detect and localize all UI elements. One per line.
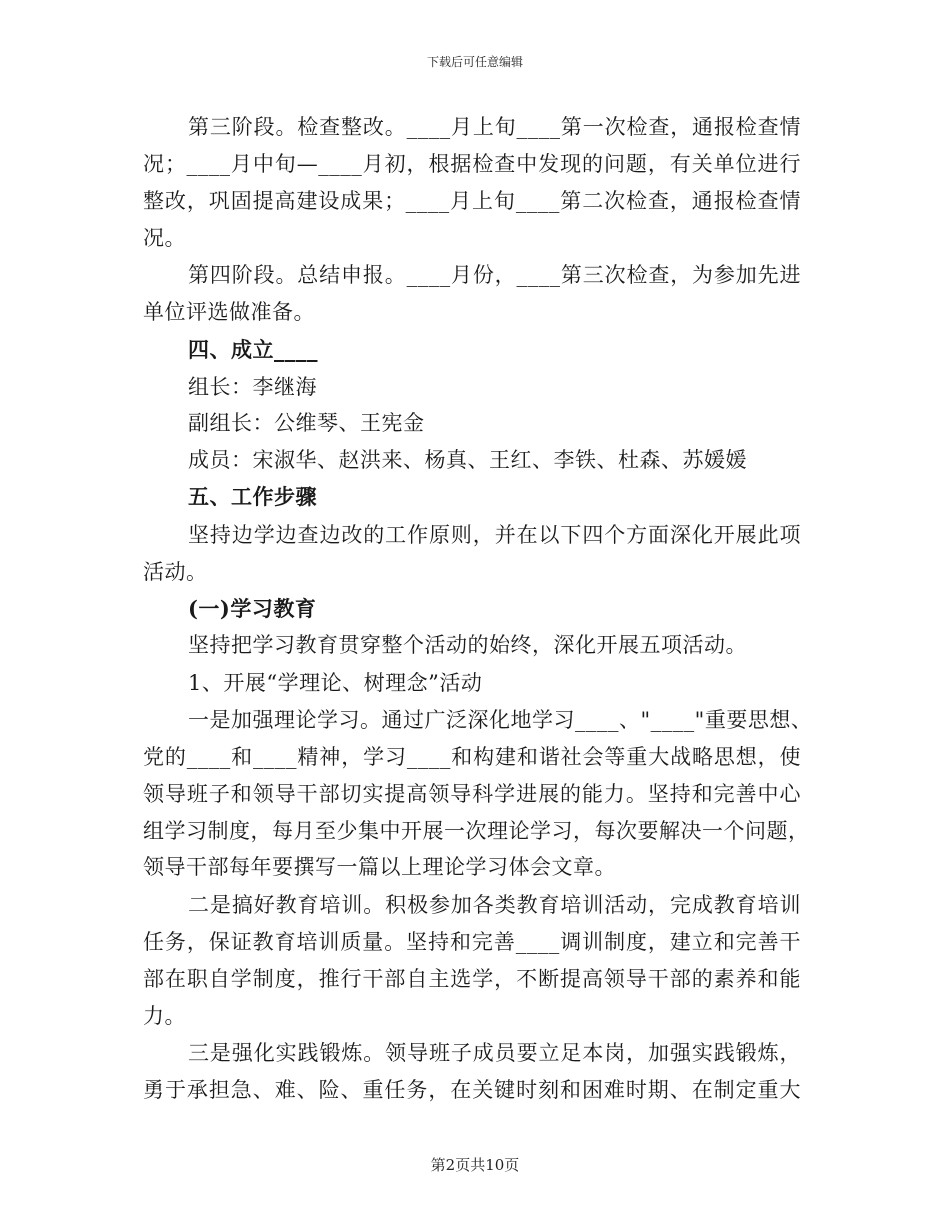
body-line: 坚持把学习教育贯穿整个活动的始终，深化开展五项活动。 xyxy=(188,633,747,657)
body-line: 一是加强理论学习。通过广泛深化地学习____、"____"重要思想、 xyxy=(188,708,813,732)
page-number: 第2页共10页 xyxy=(430,1156,520,1174)
body-line: 整改，巩固提高建设成果；____月上旬____第二次检查，通报检查情 xyxy=(143,189,801,213)
body-line: 坚持边学边查边改的工作原则，并在以下四个方面深化开展此项 xyxy=(188,523,801,547)
body-line: 任务，保证教育培训质量。坚持和完善____调训制度，建立和完善干 xyxy=(143,930,801,954)
body-line: 二是搞好教育培训。积极参加各类教育培训活动，完成教育培训 xyxy=(188,893,801,917)
body-line: 三是强化实践锻炼。领导班子成员要立足本岗，加强实践锻炼， xyxy=(188,1041,801,1065)
body-line: 力。 xyxy=(143,1004,186,1028)
body-line: 况。 xyxy=(143,226,186,250)
body-line: 况；____月中旬—____月初，根据检查中发现的问题，有关单位进行 xyxy=(143,152,801,176)
body-line: 成员：宋淑华、赵洪来、杨真、王红、李铁、杜森、苏媛媛 xyxy=(188,448,747,472)
body-line: 领导班子和领导干部切实提高领导科学进展的能力。坚持和完善中心 xyxy=(143,782,801,806)
section-heading: 四、成立____ xyxy=(188,337,318,362)
body-line: 第三阶段。检查整改。____月上旬____第一次检查，通报检查情 xyxy=(188,115,801,139)
body-line: 领导干部每年要撰写一篇以上理论学习体会文章。 xyxy=(143,855,616,879)
body-line: 组学习制度，每月至少集中开展一次理论学习，每次要解决一个问题， xyxy=(143,819,810,843)
page-header-note: 下载后可任意编辑 xyxy=(426,55,523,69)
item-heading: 1、开展“学理论、树理念”活动 xyxy=(188,671,483,695)
body-line: 勇于承担急、难、险、重任务，在关键时刻和困难时期、在制定重大 xyxy=(143,1078,801,1102)
body-line: 党的____和____精神，学习____和构建和谐社会等重大战略思想，使 xyxy=(143,745,801,769)
section-heading: 五、工作步骤 xyxy=(188,484,317,509)
body-line: 活动。 xyxy=(143,560,208,584)
body-line: 单位评选做准备。 xyxy=(143,300,315,324)
body-line: 副组长：公维琴、王宪金 xyxy=(188,411,425,435)
body-line: 部在职自学制度，推行干部自主选学，不断提高领导干部的素养和能 xyxy=(143,967,801,991)
subsection-heading: (一)学习教育 xyxy=(188,596,317,621)
body-line: 组长：李继海 xyxy=(188,375,317,399)
body-line: 第四阶段。总结申报。____月份，____第三次检查，为参加先进 xyxy=(188,263,801,287)
